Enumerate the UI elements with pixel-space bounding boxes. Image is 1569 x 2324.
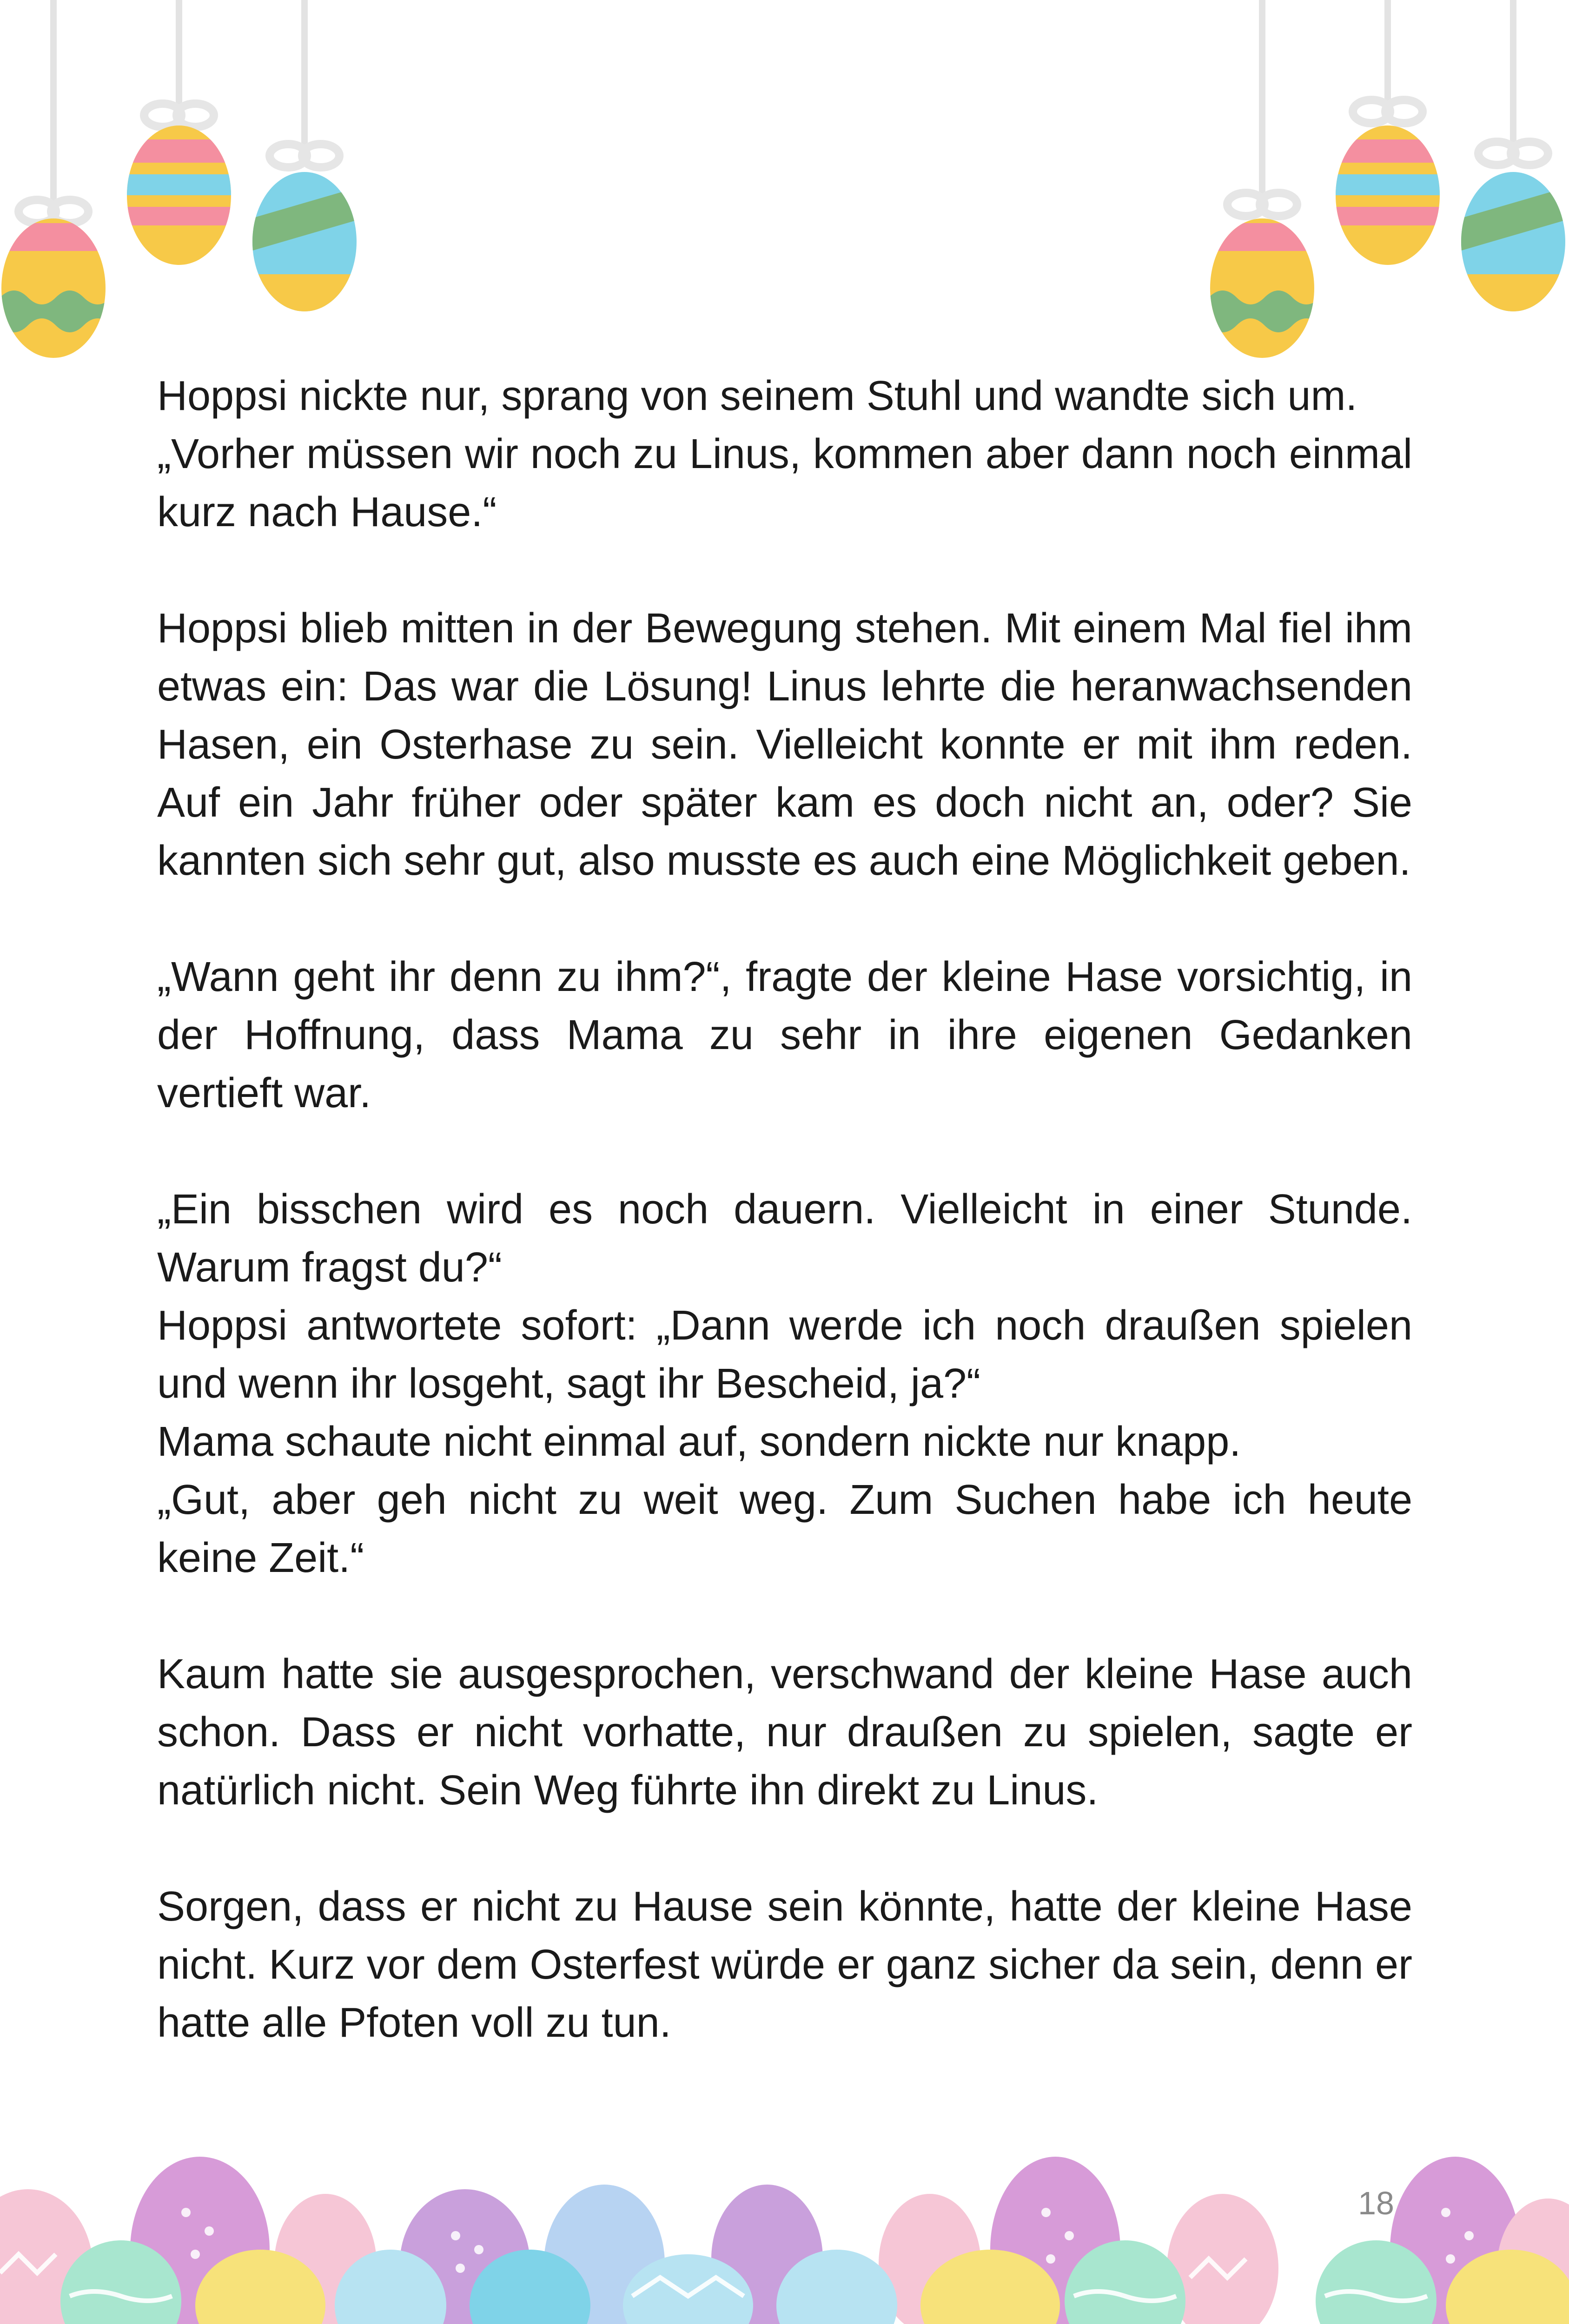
easter-egg-icon [0, 214, 112, 363]
easter-egg-icon [1334, 121, 1446, 270]
easter-egg-icon [1209, 214, 1320, 363]
text-line: Kaum hatte sie ausgesprochen, verschwand der kleine Hase auch schon. Dass er nicht vorhatte, nur draußen zu spielen, sagte er natürlich nicht. Sein Weg führte ihn direkt zu Linus. [157, 1651, 1412, 1814]
paragraph [157, 1645, 1412, 1820]
paragraph [157, 1181, 1412, 1587]
text-line: „Vorher müssen wir noch zu Linus, kommen aber dann noch einmal kurz nach Hause.“ [157, 431, 1412, 535]
text-line: Hoppsi blieb mitten in der Bewegung stehen. Mit einem Mal fiel ihm etwas ein: Das war die Lösung! Linus lehrte die heranwachsenden Hasen, ein Osterhase zu sein. Vielleicht konnte er mit ihm reden. Auf ein Jahr früher oder später kam es doch nicht an, oder? Sie kannten sich sehr gut, also musste es auch eine Möglichkeit geben. [157, 605, 1412, 884]
text-line: „Ein bisschen wird es noch dauern. Vielleicht in einer Stunde. Warum fragst du?“ [157, 1186, 1412, 1291]
text-line: Mama schaute nicht einmal auf, sondern nickte nur knapp. [157, 1419, 1241, 1465]
story-text [157, 367, 1412, 2110]
easter-egg-icon [126, 121, 237, 270]
text-line: „Wann geht ihr denn zu ihm?“, fragte der kleine Hase vorsichtig, in der Hoffnung, dass Mama zu sehr in ihre eigenen Gedanken vertieft war. [157, 954, 1412, 1116]
text-line: „Gut, aber geh nicht zu weit weg. Zum Suchen habe ich heute keine Zeit.“ [157, 1477, 1412, 1581]
easter-egg-icon [251, 167, 363, 316]
paragraph [157, 1878, 1412, 2052]
text-line: Hoppsi antwortete sofort: „Dann werde ich noch draußen spielen und wenn ihr losgeht, sagt ihr Bescheid, ja?“ [157, 1302, 1412, 1407]
paragraph [157, 367, 1412, 541]
hanging-eggs-right-decoration [1190, 0, 1569, 372]
text-line: Sorgen, dass er nicht zu Hause sein könnte, hatte der kleine Hase nicht. Kurz vor dem Osterfest würde er ganz sicher da sein, denn er hatte alle Pfoten voll zu tun. [157, 1883, 1412, 2046]
hanging-eggs-left-decoration [0, 0, 400, 372]
paragraph [157, 600, 1412, 890]
paragraph [157, 948, 1412, 1122]
easter-egg-border-decoration [0, 2157, 1569, 2324]
text-line: Hoppsi nickte nur, sprang von seinem Stuhl und wandte sich um. [157, 373, 1357, 419]
page-number: 18 [1358, 2185, 1394, 2221]
easter-egg-icon [1460, 167, 1569, 316]
